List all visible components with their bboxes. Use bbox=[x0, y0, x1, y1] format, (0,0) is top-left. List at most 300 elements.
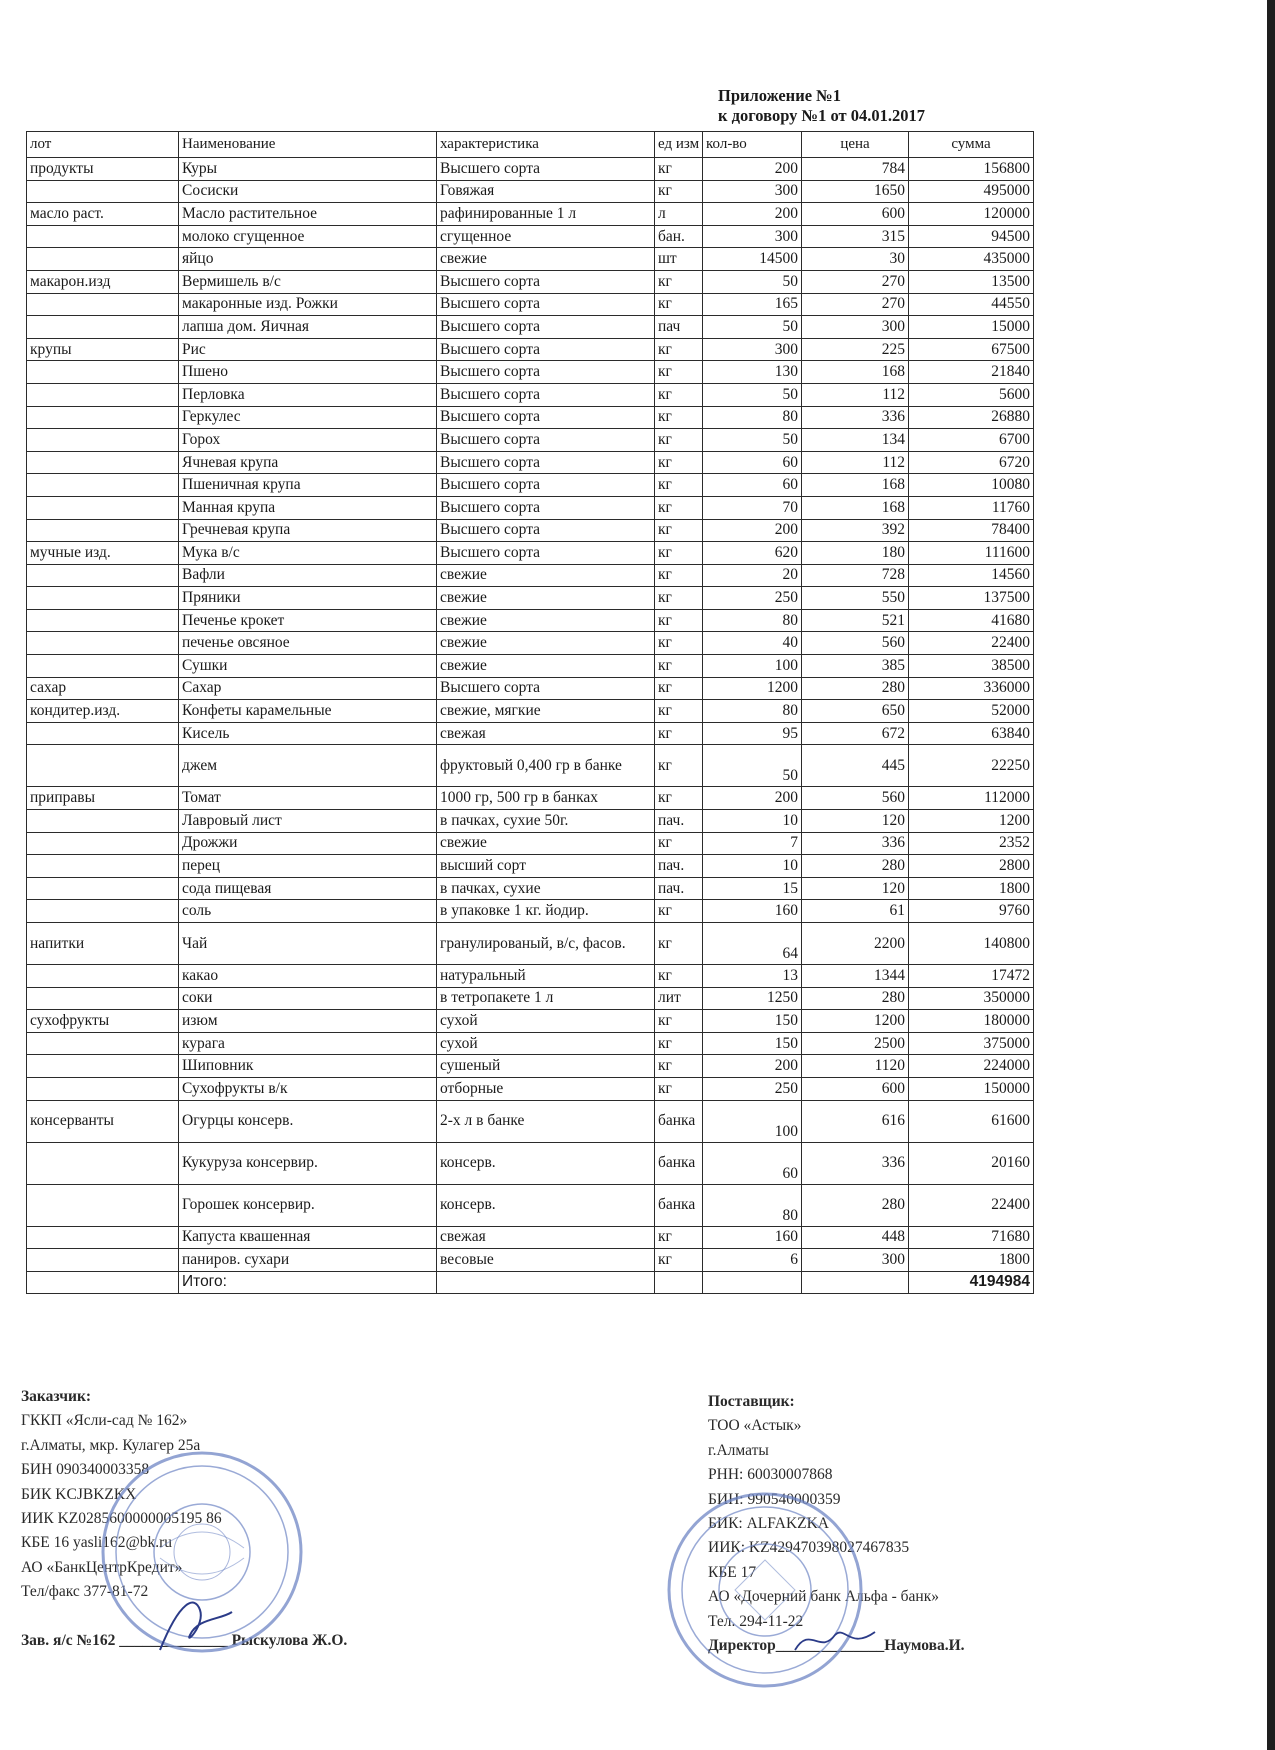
table-row bbox=[27, 383, 1034, 406]
customer-title: Заказчик: bbox=[21, 1388, 92, 1405]
spec-cell: свежие bbox=[437, 587, 655, 610]
sum-cell: 140800 bbox=[909, 923, 1034, 965]
spec-cell: сгущенное bbox=[437, 225, 655, 248]
qty-cell: 250 bbox=[703, 1077, 802, 1100]
qty-cell: 6 bbox=[703, 1249, 802, 1272]
spec-cell: Высшего сорта bbox=[437, 474, 655, 497]
item-name-cell: Кукуруза консервир. bbox=[179, 1142, 437, 1184]
spec-cell: свежие bbox=[437, 632, 655, 655]
supplier-stamp bbox=[665, 1490, 865, 1690]
table-row bbox=[27, 722, 1034, 745]
total-empty-cell bbox=[27, 1271, 179, 1293]
unit-cell: кг bbox=[655, 474, 703, 497]
lot-cell bbox=[27, 1249, 179, 1272]
price-cell: 270 bbox=[802, 293, 909, 316]
qty-cell: 10 bbox=[703, 810, 802, 833]
price-cell: 1344 bbox=[802, 965, 909, 988]
unit-cell: бан. bbox=[655, 225, 703, 248]
qty-cell: 95 bbox=[703, 722, 802, 745]
sum-cell: 1800 bbox=[909, 877, 1034, 900]
spec-cell: консерв. bbox=[437, 1142, 655, 1184]
table-row bbox=[27, 745, 1034, 787]
lot-cell bbox=[27, 429, 179, 452]
spec-cell: рафинированные 1 л bbox=[437, 203, 655, 226]
spec-cell: Высшего сорта bbox=[437, 677, 655, 700]
price-cell: 336 bbox=[802, 832, 909, 855]
spec-cell: Высшего сорта bbox=[437, 542, 655, 565]
supplier-line: БИН: 990540000359 bbox=[708, 1490, 841, 1508]
price-cell: 120 bbox=[802, 877, 909, 900]
supplier-line: ТОО «Астык» bbox=[708, 1417, 802, 1435]
supplier-line: РНН: 60030007868 bbox=[708, 1466, 833, 1484]
table-row bbox=[27, 855, 1034, 878]
table-row bbox=[27, 787, 1034, 810]
sum-cell: 52000 bbox=[909, 700, 1034, 723]
supplier-line: Тел. 294-11-22 bbox=[708, 1612, 804, 1630]
unit-cell: банка bbox=[655, 1184, 703, 1226]
spec-cell: свежая bbox=[437, 722, 655, 745]
lot-cell bbox=[27, 1142, 179, 1184]
item-name-cell: Сухофрукты в/к bbox=[179, 1077, 437, 1100]
qty-cell: 200 bbox=[703, 519, 802, 542]
unit-cell: кг bbox=[655, 406, 703, 429]
price-cell: 521 bbox=[802, 609, 909, 632]
table-row bbox=[27, 316, 1034, 339]
qty-cell: 40 bbox=[703, 632, 802, 655]
price-cell: 448 bbox=[802, 1226, 909, 1249]
qty-cell: 80 bbox=[703, 1184, 802, 1226]
unit-cell: кг bbox=[655, 923, 703, 965]
sum-cell: 224000 bbox=[909, 1055, 1034, 1078]
customer-signature bbox=[150, 1590, 240, 1660]
price-cell: 392 bbox=[802, 519, 909, 542]
customer-line: ИИК KZ0285600000005195 86 bbox=[21, 1510, 222, 1528]
unit-cell: кг bbox=[655, 900, 703, 923]
unit-cell: кг bbox=[655, 1226, 703, 1249]
sum-cell: 41680 bbox=[909, 609, 1034, 632]
item-name-cell: молоко сгущенное bbox=[179, 225, 437, 248]
column-header-sum: сумма bbox=[909, 132, 1034, 158]
unit-cell: кг bbox=[655, 745, 703, 787]
lot-cell bbox=[27, 810, 179, 833]
price-cell: 600 bbox=[802, 1077, 909, 1100]
price-cell: 134 bbox=[802, 429, 909, 452]
qty-cell: 165 bbox=[703, 293, 802, 316]
customer-line: КБЕ 16 yasli162@bk.ru bbox=[21, 1534, 173, 1552]
column-header-name: Наименование bbox=[179, 132, 437, 158]
unit-cell: пач. bbox=[655, 855, 703, 878]
supplier-line: КБЕ 17 bbox=[708, 1563, 757, 1581]
price-cell: 1200 bbox=[802, 1010, 909, 1033]
spec-cell: в упаковке 1 кг. йодир. bbox=[437, 900, 655, 923]
item-name-cell: Капуста квашенная bbox=[179, 1226, 437, 1249]
table-row bbox=[27, 877, 1034, 900]
lot-cell bbox=[27, 180, 179, 203]
unit-cell: кг bbox=[655, 270, 703, 293]
lot-cell bbox=[27, 474, 179, 497]
supplier-title: Поставщик: bbox=[708, 1393, 795, 1410]
sum-cell: 1200 bbox=[909, 810, 1034, 833]
table-row bbox=[27, 965, 1034, 988]
lot-cell bbox=[27, 655, 179, 678]
unit-cell: кг bbox=[655, 429, 703, 452]
price-cell: 168 bbox=[802, 474, 909, 497]
price-cell: 616 bbox=[802, 1100, 909, 1142]
lot-cell bbox=[27, 722, 179, 745]
qty-cell: 150 bbox=[703, 1032, 802, 1055]
table-row bbox=[27, 587, 1034, 610]
items-table bbox=[26, 131, 1034, 1294]
price-cell: 560 bbox=[802, 632, 909, 655]
unit-cell: кг bbox=[655, 519, 703, 542]
item-name-cell: Масло растительное bbox=[179, 203, 437, 226]
table-row bbox=[27, 1249, 1034, 1272]
column-header-qty: кол-во bbox=[703, 132, 802, 158]
table-row bbox=[27, 700, 1034, 723]
qty-cell: 1200 bbox=[703, 677, 802, 700]
sum-cell: 78400 bbox=[909, 519, 1034, 542]
item-name-cell: макаронные изд. Рожки bbox=[179, 293, 437, 316]
unit-cell: л bbox=[655, 203, 703, 226]
table-row bbox=[27, 1055, 1034, 1078]
qty-cell: 160 bbox=[703, 900, 802, 923]
price-cell: 180 bbox=[802, 542, 909, 565]
contract-reference: к договору №1 от 04.01.2017 bbox=[718, 106, 925, 125]
unit-cell: кг bbox=[655, 587, 703, 610]
qty-cell: 130 bbox=[703, 361, 802, 384]
spec-cell: свежие bbox=[437, 832, 655, 855]
spec-cell: Высшего сорта bbox=[437, 406, 655, 429]
price-cell: 445 bbox=[802, 745, 909, 787]
spec-cell: Высшего сорта bbox=[437, 293, 655, 316]
item-name-cell: Мука в/с bbox=[179, 542, 437, 565]
lot-cell bbox=[27, 383, 179, 406]
supplier-line: БИК: ALFAKZKA bbox=[708, 1515, 829, 1533]
price-cell: 225 bbox=[802, 338, 909, 361]
unit-cell: кг bbox=[655, 1055, 703, 1078]
item-name-cell: Томат bbox=[179, 787, 437, 810]
table-row bbox=[27, 655, 1034, 678]
spec-cell: свежие bbox=[437, 248, 655, 271]
unit-cell: шт bbox=[655, 248, 703, 271]
sum-cell: 14560 bbox=[909, 564, 1034, 587]
lot-cell bbox=[27, 987, 179, 1010]
qty-cell: 7 bbox=[703, 832, 802, 855]
price-cell: 600 bbox=[802, 203, 909, 226]
price-cell: 2500 bbox=[802, 1032, 909, 1055]
supplier-line: г.Алматы bbox=[708, 1441, 769, 1459]
spec-cell: сушеный bbox=[437, 1055, 655, 1078]
qty-cell: 80 bbox=[703, 406, 802, 429]
item-name-cell: Рис bbox=[179, 338, 437, 361]
item-name-cell: яйцо bbox=[179, 248, 437, 271]
sum-cell: 495000 bbox=[909, 180, 1034, 203]
table-row bbox=[27, 1077, 1034, 1100]
table-row bbox=[27, 270, 1034, 293]
qty-cell: 60 bbox=[703, 1142, 802, 1184]
sum-cell: 20160 bbox=[909, 1142, 1034, 1184]
lot-cell bbox=[27, 1055, 179, 1078]
unit-cell: кг bbox=[655, 677, 703, 700]
total-row bbox=[27, 1271, 1034, 1293]
item-name-cell: какао bbox=[179, 965, 437, 988]
item-name-cell: соки bbox=[179, 987, 437, 1010]
unit-cell: кг bbox=[655, 1077, 703, 1100]
lot-cell bbox=[27, 965, 179, 988]
lot-cell bbox=[27, 248, 179, 271]
price-cell: 728 bbox=[802, 564, 909, 587]
price-cell: 270 bbox=[802, 270, 909, 293]
item-name-cell: Сахар bbox=[179, 677, 437, 700]
supplier-line: ИИК: KZ429470398027467835 bbox=[708, 1539, 910, 1557]
table-row bbox=[27, 542, 1034, 565]
item-name-cell: Кисель bbox=[179, 722, 437, 745]
lot-cell bbox=[27, 877, 179, 900]
table-row bbox=[27, 180, 1034, 203]
unit-cell: кг bbox=[655, 832, 703, 855]
item-name-cell: Лавровый лист bbox=[179, 810, 437, 833]
table-row bbox=[27, 1226, 1034, 1249]
sum-cell: 112000 bbox=[909, 787, 1034, 810]
lot-cell: кондитер.изд. bbox=[27, 700, 179, 723]
price-cell: 315 bbox=[802, 225, 909, 248]
qty-cell: 200 bbox=[703, 158, 802, 181]
sum-cell: 6720 bbox=[909, 451, 1034, 474]
table-row bbox=[27, 338, 1034, 361]
table-row bbox=[27, 406, 1034, 429]
sum-cell: 38500 bbox=[909, 655, 1034, 678]
price-cell: 650 bbox=[802, 700, 909, 723]
sum-cell: 9760 bbox=[909, 900, 1034, 923]
sum-cell: 375000 bbox=[909, 1032, 1034, 1055]
qty-cell: 64 bbox=[703, 923, 802, 965]
lot-cell bbox=[27, 293, 179, 316]
sum-cell: 61600 bbox=[909, 1100, 1034, 1142]
spec-cell: свежие bbox=[437, 564, 655, 587]
sum-cell: 2352 bbox=[909, 832, 1034, 855]
price-cell: 280 bbox=[802, 1184, 909, 1226]
lot-cell bbox=[27, 1077, 179, 1100]
sum-cell: 13500 bbox=[909, 270, 1034, 293]
spec-cell: Говяжая bbox=[437, 180, 655, 203]
unit-cell: кг bbox=[655, 609, 703, 632]
item-name-cell: джем bbox=[179, 745, 437, 787]
spec-cell: Высшего сорта bbox=[437, 496, 655, 519]
item-name-cell: Манная крупа bbox=[179, 496, 437, 519]
table-row bbox=[27, 203, 1034, 226]
table-row bbox=[27, 923, 1034, 965]
price-cell: 784 bbox=[802, 158, 909, 181]
spec-cell: свежие, мягкие bbox=[437, 700, 655, 723]
unit-cell: кг bbox=[655, 361, 703, 384]
total-empty-cell bbox=[437, 1271, 655, 1293]
price-cell: 280 bbox=[802, 677, 909, 700]
item-name-cell: соль bbox=[179, 900, 437, 923]
unit-cell: кг bbox=[655, 451, 703, 474]
unit-cell: кг bbox=[655, 700, 703, 723]
qty-cell: 50 bbox=[703, 316, 802, 339]
lot-cell bbox=[27, 1184, 179, 1226]
qty-cell: 100 bbox=[703, 1100, 802, 1142]
sum-cell: 10080 bbox=[909, 474, 1034, 497]
customer-line: г.Алматы, мкр. Кулагер 25а bbox=[21, 1436, 201, 1454]
item-name-cell: Ячневая крупа bbox=[179, 451, 437, 474]
sum-cell: 17472 bbox=[909, 965, 1034, 988]
total-value: 4194984 bbox=[909, 1271, 1034, 1293]
item-name-cell: Гречневая крупа bbox=[179, 519, 437, 542]
qty-cell: 200 bbox=[703, 1055, 802, 1078]
customer-line: Тел/факс 377-81-72 bbox=[21, 1583, 149, 1601]
lot-cell bbox=[27, 832, 179, 855]
unit-cell: банка bbox=[655, 1100, 703, 1142]
sum-cell: 156800 bbox=[909, 158, 1034, 181]
spec-cell: Высшего сорта bbox=[437, 158, 655, 181]
sum-cell: 26880 bbox=[909, 406, 1034, 429]
table-row bbox=[27, 293, 1034, 316]
table-row bbox=[27, 832, 1034, 855]
price-cell: 168 bbox=[802, 496, 909, 519]
spec-cell: Высшего сорта bbox=[437, 361, 655, 384]
lot-cell bbox=[27, 632, 179, 655]
qty-cell: 50 bbox=[703, 745, 802, 787]
item-name-cell: курага bbox=[179, 1032, 437, 1055]
spec-cell: отборные bbox=[437, 1077, 655, 1100]
table-row bbox=[27, 677, 1034, 700]
lot-cell bbox=[27, 745, 179, 787]
price-cell: 120 bbox=[802, 810, 909, 833]
table-row bbox=[27, 451, 1034, 474]
supplier-line: АО «Дочерний банк Альфа - банк» bbox=[708, 1588, 939, 1606]
appendix-title: Приложение №1 bbox=[718, 86, 841, 105]
unit-cell: кг bbox=[655, 722, 703, 745]
lot-cell bbox=[27, 451, 179, 474]
price-cell: 560 bbox=[802, 787, 909, 810]
price-cell: 336 bbox=[802, 1142, 909, 1184]
sum-cell: 350000 bbox=[909, 987, 1034, 1010]
table-row bbox=[27, 1100, 1034, 1142]
lot-cell bbox=[27, 1032, 179, 1055]
sum-cell: 111600 bbox=[909, 542, 1034, 565]
spec-cell: Высшего сорта bbox=[437, 519, 655, 542]
lot-cell: напитки bbox=[27, 923, 179, 965]
unit-cell: кг bbox=[655, 655, 703, 678]
unit-cell: пач. bbox=[655, 810, 703, 833]
column-header-lot: лот bbox=[27, 132, 179, 158]
price-cell: 672 bbox=[802, 722, 909, 745]
qty-cell: 620 bbox=[703, 542, 802, 565]
item-name-cell: сода пищевая bbox=[179, 877, 437, 900]
spec-cell: свежие bbox=[437, 655, 655, 678]
item-name-cell: Огурцы консерв. bbox=[179, 1100, 437, 1142]
qty-cell: 160 bbox=[703, 1226, 802, 1249]
table-row bbox=[27, 519, 1034, 542]
item-name-cell: Печенье крокет bbox=[179, 609, 437, 632]
qty-cell: 1250 bbox=[703, 987, 802, 1010]
qty-cell: 10 bbox=[703, 855, 802, 878]
sum-cell: 15000 bbox=[909, 316, 1034, 339]
sum-cell: 2800 bbox=[909, 855, 1034, 878]
qty-cell: 80 bbox=[703, 609, 802, 632]
table-row bbox=[27, 429, 1034, 452]
item-name-cell: Перловка bbox=[179, 383, 437, 406]
qty-cell: 14500 bbox=[703, 248, 802, 271]
unit-cell: лит bbox=[655, 987, 703, 1010]
unit-cell: пач bbox=[655, 316, 703, 339]
table-row bbox=[27, 987, 1034, 1010]
item-name-cell: Шиповник bbox=[179, 1055, 437, 1078]
lot-cell: консерванты bbox=[27, 1100, 179, 1142]
price-cell: 112 bbox=[802, 383, 909, 406]
price-cell: 61 bbox=[802, 900, 909, 923]
customer-line: БИК KCJBKZKX bbox=[21, 1485, 137, 1503]
price-cell: 112 bbox=[802, 451, 909, 474]
sum-cell: 22250 bbox=[909, 745, 1034, 787]
spec-cell: свежие bbox=[437, 609, 655, 632]
table-row bbox=[27, 609, 1034, 632]
lot-cell bbox=[27, 316, 179, 339]
lot-cell: макарон.изд bbox=[27, 270, 179, 293]
table-row bbox=[27, 361, 1034, 384]
table-row bbox=[27, 1184, 1034, 1226]
sum-cell: 435000 bbox=[909, 248, 1034, 271]
appendix-header bbox=[718, 86, 925, 126]
item-name-cell: Конфеты карамельные bbox=[179, 700, 437, 723]
price-cell: 300 bbox=[802, 1249, 909, 1272]
price-cell: 550 bbox=[802, 587, 909, 610]
unit-cell: кг bbox=[655, 293, 703, 316]
supplier-signature bbox=[790, 1620, 880, 1660]
unit-cell: кг bbox=[655, 338, 703, 361]
price-cell: 30 bbox=[802, 248, 909, 271]
table-row bbox=[27, 225, 1034, 248]
item-name-cell: Вафли bbox=[179, 564, 437, 587]
unit-cell: кг bbox=[655, 564, 703, 587]
sum-cell: 6700 bbox=[909, 429, 1034, 452]
sum-cell: 1800 bbox=[909, 1249, 1034, 1272]
sum-cell: 180000 bbox=[909, 1010, 1034, 1033]
spec-cell: сухой bbox=[437, 1010, 655, 1033]
item-name-cell: Пшеничная крупа bbox=[179, 474, 437, 497]
lot-cell bbox=[27, 587, 179, 610]
column-header-price: цена bbox=[802, 132, 909, 158]
spec-cell: Высшего сорта bbox=[437, 338, 655, 361]
total-empty-cell bbox=[655, 1271, 703, 1293]
item-name-cell: Пряники bbox=[179, 587, 437, 610]
table-row bbox=[27, 1032, 1034, 1055]
unit-cell: кг bbox=[655, 1032, 703, 1055]
qty-cell: 50 bbox=[703, 383, 802, 406]
lot-cell bbox=[27, 900, 179, 923]
unit-cell: кг bbox=[655, 965, 703, 988]
spec-cell: Высшего сорта bbox=[437, 451, 655, 474]
price-cell: 168 bbox=[802, 361, 909, 384]
qty-cell: 60 bbox=[703, 451, 802, 474]
customer-line: АО «БанкЦентрКредит» bbox=[21, 1558, 183, 1576]
spec-cell: Высшего сорта bbox=[437, 316, 655, 339]
total-empty-cell bbox=[802, 1271, 909, 1293]
customer-signature-line: Зав. я/с №162 ______________ Рыскулова Ж.О. bbox=[21, 1631, 348, 1649]
sum-cell: 21840 bbox=[909, 361, 1034, 384]
spec-cell: 1000 гр, 500 гр в банках bbox=[437, 787, 655, 810]
customer-line: БИН 090340003358 bbox=[21, 1461, 150, 1479]
item-name-cell: Сушки bbox=[179, 655, 437, 678]
table-row bbox=[27, 248, 1034, 271]
spec-cell: в тетропакете 1 л bbox=[437, 987, 655, 1010]
lot-cell bbox=[27, 564, 179, 587]
spec-cell: Высшего сорта bbox=[437, 383, 655, 406]
scan-edge bbox=[1267, 0, 1275, 1750]
spec-cell: Высшего сорта bbox=[437, 429, 655, 452]
